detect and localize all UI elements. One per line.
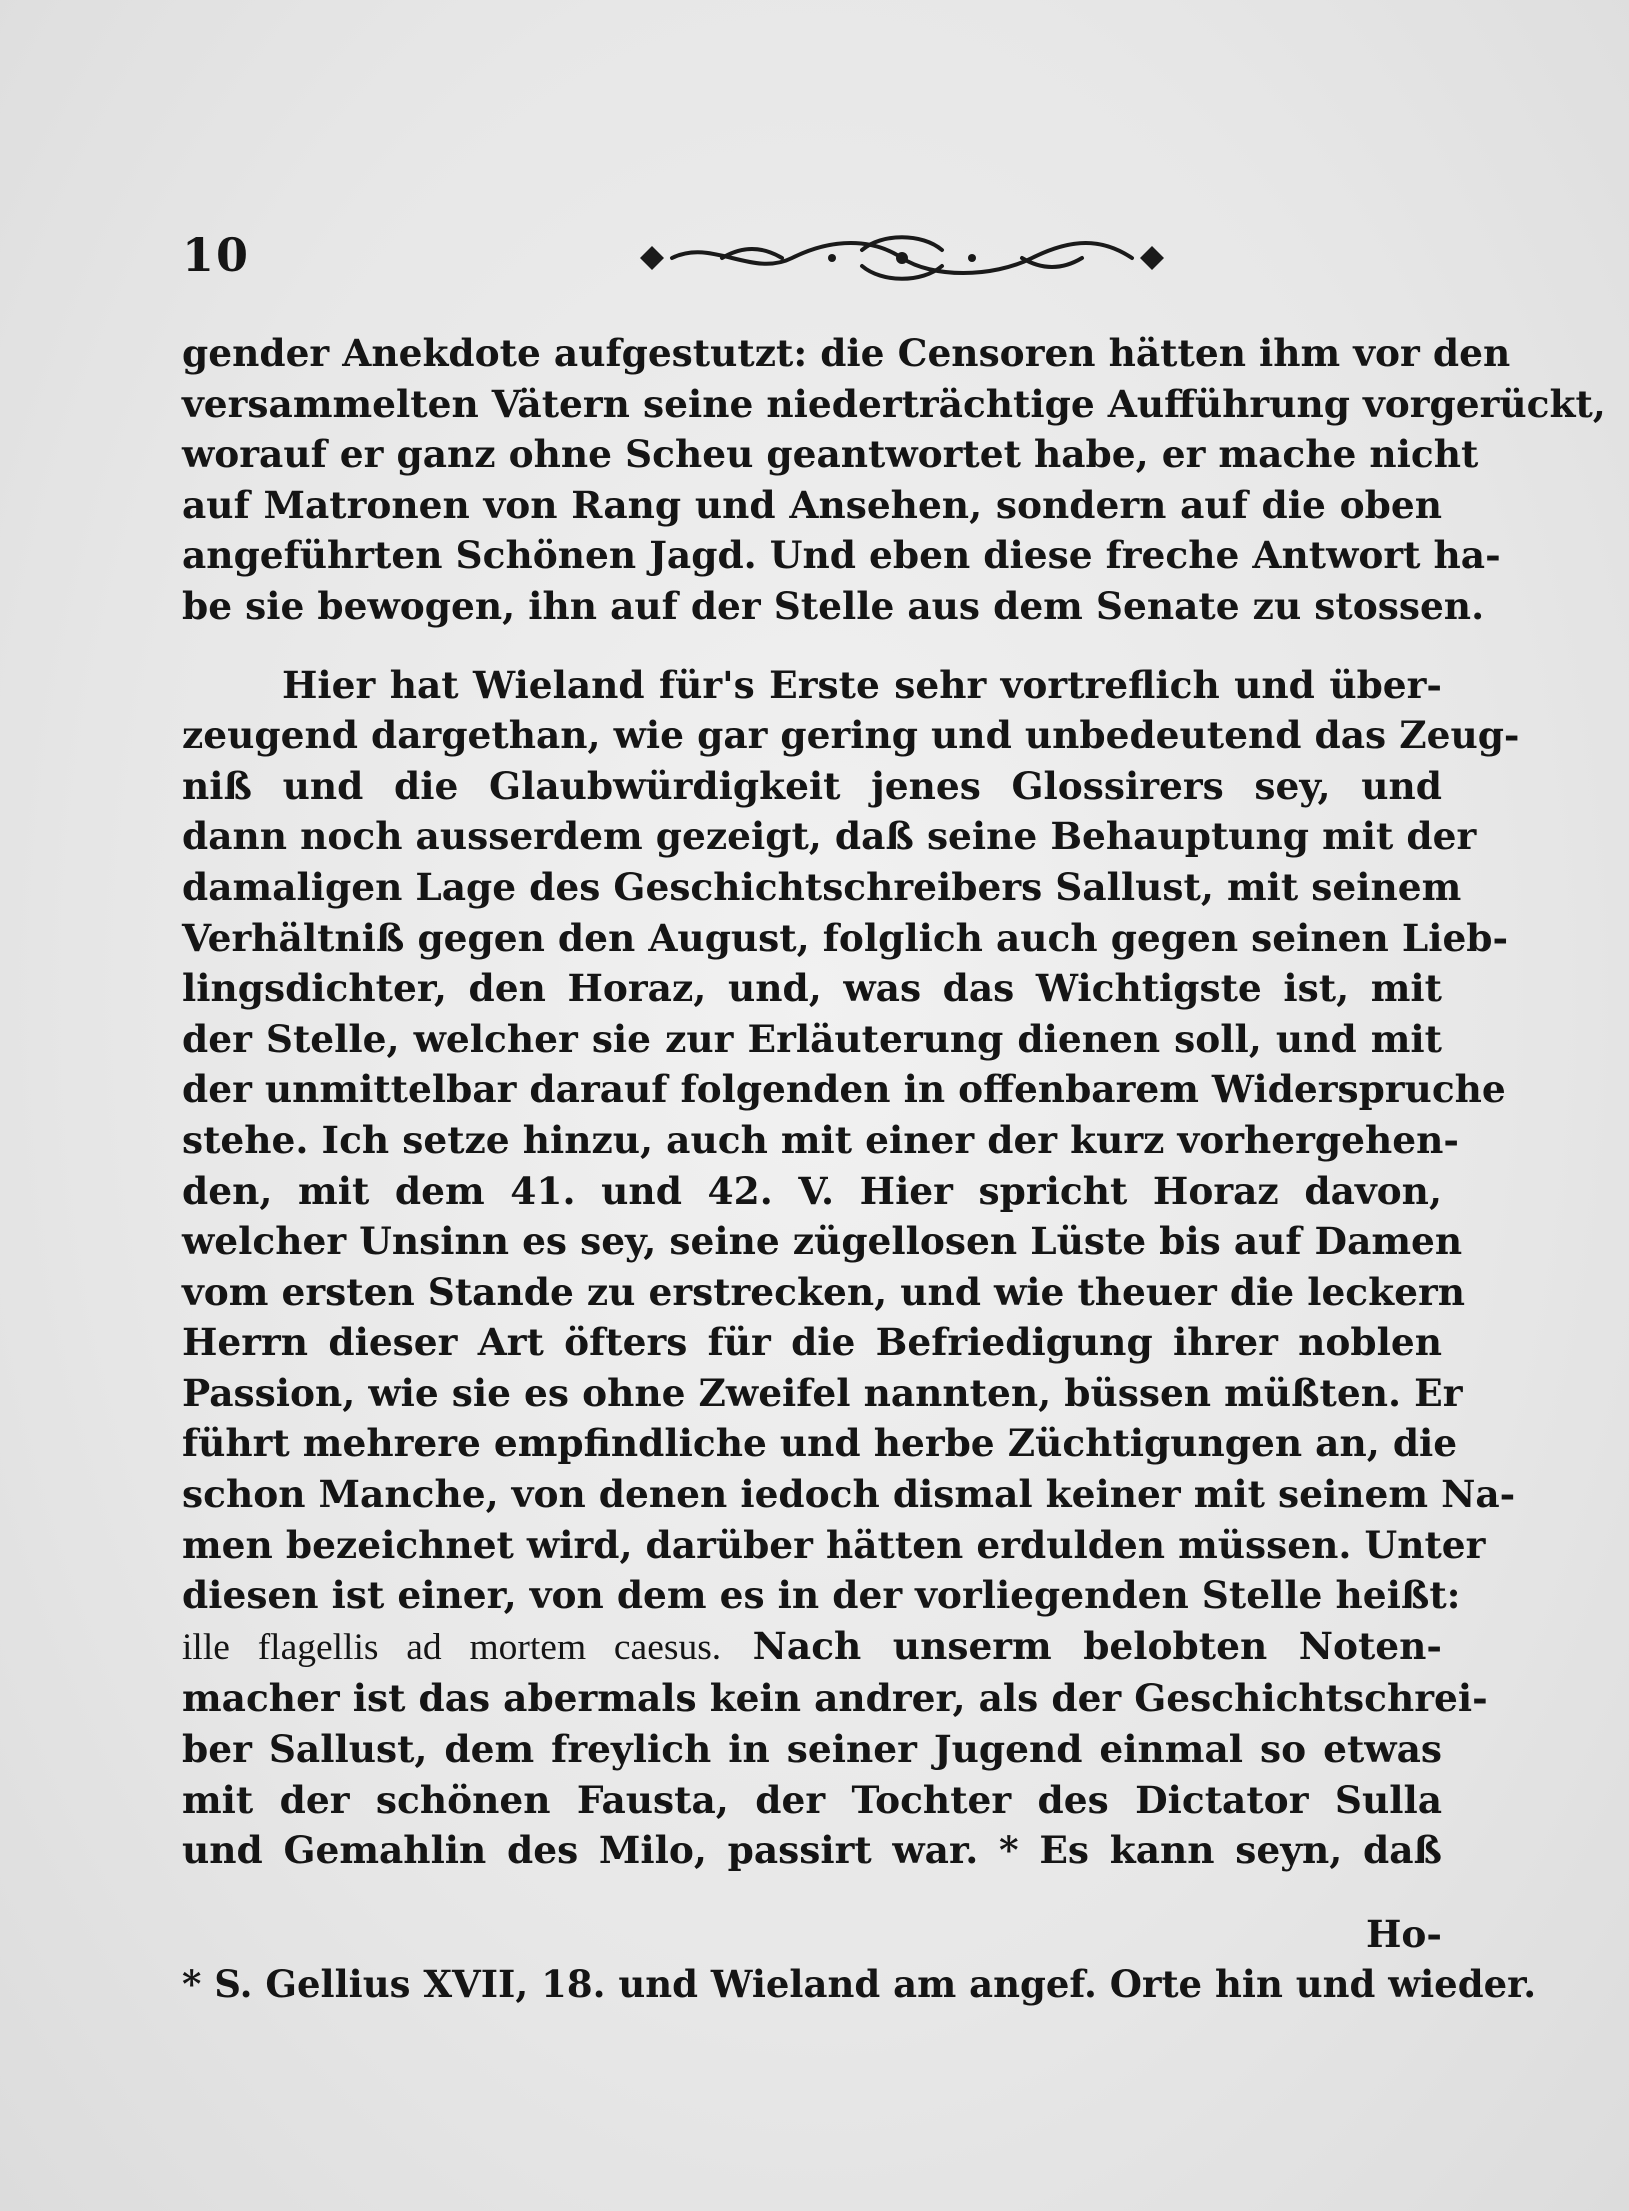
text-line: Herrn dieser Art öfters für die Befriedigung ihrer noblen [182,1320,1442,1365]
catchword: Ho- [1365,1912,1442,1956]
footnote: * S. Gellius XVII, 18. und Wieland am angef. Orte hin und wieder. [182,1962,1537,2006]
text-line: dann noch ausserdem gezeigt, daß seine Behauptung mit der [182,814,1477,859]
text-line: schon Manche, von denen iedoch dismal keiner mit seinem Na- [182,1472,1516,1517]
paragraph-1 [182,328,1606,632]
text-line: der unmittelbar darauf folgenden in offenbarem Widerspruche [182,1067,1506,1112]
text-line: Hier hat Wieland für's Erste sehr vortreflich und über- [282,662,1442,707]
text-line: men bezeichnet wird, darüber hätten erdulden müssen. Unter [182,1522,1486,1567]
decorative-flourish-icon [632,228,1172,288]
text-fragment: Nach unserm belobten Noten- [721,1623,1442,1668]
text-line: welcher Unsinn es sey, seine zügellosen Lüste bis auf Damen [182,1219,1463,1264]
text-line: Passion, wie sie es ohne Zweifel nannten, büssen müßten. Er [182,1370,1463,1415]
text-line: mit der schönen Fausta, der Tochter des Dictator Sulla [182,1777,1442,1822]
text-line: stehe. Ich setze hinzu, auch mit einer der kurz vorhergehen- [182,1117,1459,1162]
text-line: der Stelle, welcher sie zur Erläuterung dienen soll, und mit [182,1016,1442,1061]
text-line: auf Matronen von Rang und Ansehen, sondern auf die oben [182,482,1442,527]
page-header [182,228,1442,298]
paragraph-2 [182,660,1520,1876]
text-line: damaligen Lage des Geschichtschreibers Sallust, mit seinem [182,864,1462,909]
text-line: niß und die Glaubwürdigkeit jenes Glossirers sey, und [182,763,1442,808]
text-line: versammelten Vätern seine niederträchtige Aufführung vorgerückt, [182,381,1606,426]
latin-quotation: ille flagellis ad mortem caesus. [182,1626,722,1668]
text-line: den, mit dem 41. und 42. V. Hier spricht Horaz davon, [182,1168,1442,1213]
text-line: be sie bewogen, ihn auf der Stelle aus dem Senate zu stossen. [182,583,1485,628]
text-line: zeugend dargethan, wie gar gering und unbedeutend das Zeug- [182,713,1520,758]
text-line-with-latin [182,1621,1442,1674]
text-line: angeführten Schönen Jagd. Und eben diese freche Antwort ha- [182,533,1501,578]
text-line: führt mehrere empfindliche und herbe Züchtigungen an, die [182,1421,1458,1466]
text-line: ber Sallust, dem freylich in seiner Jugend einmal so etwas [182,1727,1442,1772]
text-line: diesen ist einer, von dem es in der vorliegenden Stelle heißt: [182,1573,1461,1618]
text-line: vom ersten Stande zu erstrecken, und wie theuer die leckern [182,1269,1466,1314]
text-line: worauf er ganz ohne Scheu geantwortet habe, er mache nicht [182,432,1479,477]
text-line: lingsdichter, den Horaz, und, was das Wichtigste ist, mit [182,966,1442,1011]
text-line: Verhältniß gegen den August, folglich auch gegen seinen Lieb- [182,915,1509,960]
page-number: 10 [182,228,251,282]
body-text [182,328,1606,1876]
text-line: macher ist das abermals kein andrer, als der Geschichtschrei- [182,1676,1488,1721]
text-line: und Gemahlin des Milo, passirt war. * Es kann seyn, daß [182,1828,1442,1873]
text-line: gender Anekdote aufgestutzt: die Censoren hätten ihm vor den [182,331,1511,375]
